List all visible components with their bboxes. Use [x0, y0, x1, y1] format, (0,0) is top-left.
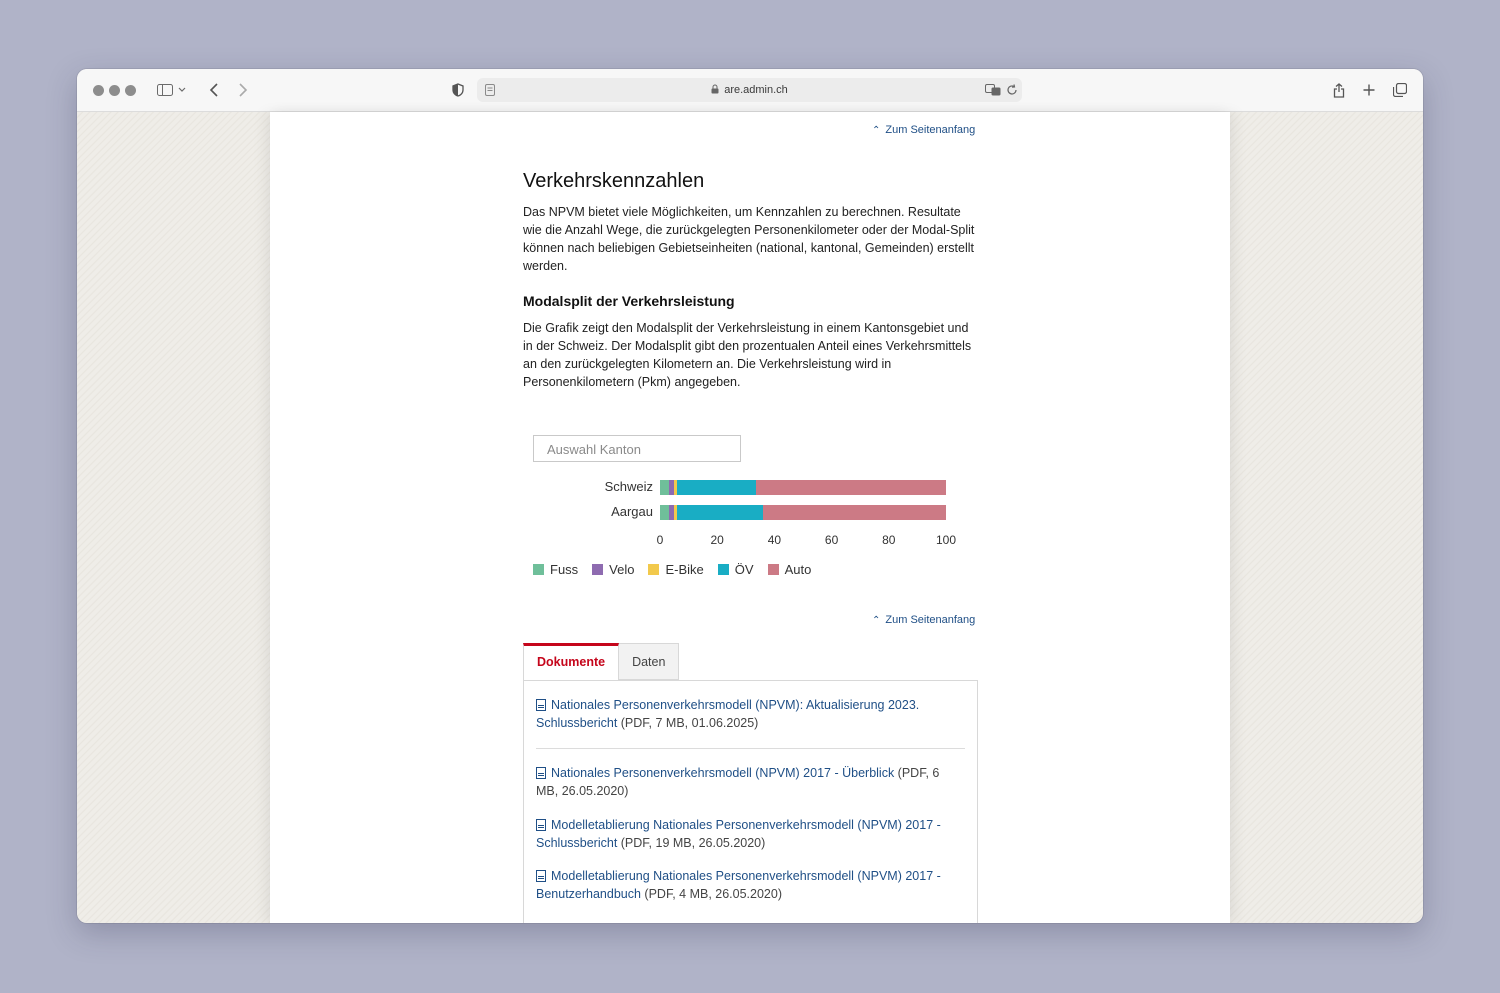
browser-toolbar	[77, 69, 1423, 112]
pdf-icon	[536, 699, 546, 711]
page-title: Verkehrskennzahlen	[523, 170, 705, 192]
category-label: Schweiz	[604, 479, 653, 494]
document-meta: (PDF, 19 MB, 26.05.2020)	[617, 836, 766, 850]
legend-swatch	[718, 564, 729, 575]
documents-panel	[523, 680, 978, 923]
back-to-top-label: Zum Seitenanfang	[885, 614, 976, 626]
legend-item-auto[interactable]	[768, 562, 812, 577]
chart-legend	[533, 562, 811, 577]
back-to-top-link-2[interactable]	[872, 614, 975, 626]
browser-window	[77, 69, 1423, 923]
shield-icon[interactable]	[447, 79, 469, 101]
share-icon[interactable]	[1328, 79, 1350, 101]
page-background	[77, 112, 1423, 923]
intro-text: Das NPVM bietet viele Möglichkeiten, um Kennzahlen zu berechnen. Resultate wie die Anzahl Wege, die zurückgelegten Personenkilometer oder der Modal-Split können nach beliebigen Gebietseinheiten (national, kantonal, Gemeinden) erstellt werden.	[523, 205, 975, 273]
tab-overview-icon[interactable]	[1389, 79, 1411, 101]
canton-select[interactable]: Auswahl Kanton	[533, 435, 741, 462]
bar-segment-öv[interactable]	[677, 505, 763, 520]
pdf-icon	[536, 767, 546, 779]
x-tick-label: 80	[882, 533, 896, 547]
bar-segment-fuss[interactable]	[660, 480, 669, 495]
page-column	[270, 112, 1230, 923]
document-link[interactable]: Nationales Personenverkehrsmodell (NPVM) 2017 - Überblick	[551, 766, 895, 780]
x-tick-label: 100	[935, 533, 957, 547]
legend-swatch	[533, 564, 544, 575]
x-tick-label: 40	[767, 533, 782, 547]
legend-item-fuss[interactable]	[533, 562, 578, 577]
x-tick-label: 0	[656, 533, 664, 547]
document-item	[536, 764, 956, 800]
close-window-button[interactable]	[93, 85, 104, 96]
new-tab-icon[interactable]	[1358, 79, 1380, 101]
document-link[interactable]: Nationales Personenverkehrsmodell (NPVM): Aktualisierung 2023. Schlussbericht	[536, 698, 920, 730]
legend-label: Fuss	[550, 562, 579, 577]
document-tabs	[523, 643, 679, 681]
page-icon[interactable]	[479, 79, 501, 101]
tab-dokumente[interactable]: Dokumente	[523, 643, 619, 680]
legend-swatch	[648, 564, 659, 575]
address-bar[interactable]	[477, 78, 1022, 102]
tab-daten[interactable]: Daten	[619, 643, 679, 680]
bar-segment-öv[interactable]	[677, 480, 756, 495]
back-icon[interactable]	[203, 79, 225, 101]
legend-label: Auto	[784, 562, 812, 577]
bar-segment-auto[interactable]	[756, 480, 946, 495]
document-item	[536, 816, 966, 852]
legend-label: Velo	[609, 562, 635, 577]
x-tick-label: 20	[710, 533, 724, 547]
url-text: are.admin.ch	[724, 84, 788, 96]
bar-segment-auto[interactable]	[763, 505, 946, 520]
legend-label: E-Bike	[665, 562, 704, 577]
document-link[interactable]: Modelletablierung Nationales Personenverkehrsmodell (NPVM) 2017 - Schlussbericht	[536, 818, 941, 850]
forward-icon[interactable]	[232, 79, 254, 101]
category-label: Aargau	[611, 504, 653, 519]
legend-item-e-bike[interactable]	[648, 562, 703, 577]
legend-label: ÖV	[734, 562, 754, 577]
pdf-icon	[536, 819, 546, 831]
document-meta: (PDF, 4 MB, 26.05.2020)	[640, 887, 782, 901]
x-tick-label: 60	[824, 533, 839, 547]
section-subtitle: Modalsplit der Verkehrsleistung	[523, 293, 735, 309]
section-description: Die Grafik zeigt den Modalsplit der Verkehrsleistung in einem Kantonsgebiet und in der Schweiz. Der Modalsplit gibt den prozentualen Anteil eines Verkehrsmittels an den zurückgelegten Kilometern an. Die Verkehrsleistung wird in Personenkilometern (Pkm) angegeben.	[523, 321, 972, 389]
document-item	[536, 696, 956, 732]
legend-swatch	[768, 564, 779, 575]
bar-segment-fuss[interactable]	[660, 505, 669, 520]
sidebar-icon[interactable]	[154, 79, 176, 101]
minimize-window-button[interactable]	[109, 85, 120, 96]
document-item	[536, 867, 966, 903]
reload-icon[interactable]	[1001, 79, 1023, 101]
document-link[interactable]: Modelletablierung Nationales Personenverkehrsmodell (NPVM) 2017 - Benutzerhandbuch	[536, 869, 941, 901]
back-to-top-label: Zum Seitenanfang	[885, 124, 976, 136]
legend-item-öv[interactable]	[718, 562, 754, 577]
zoom-window-button[interactable]	[125, 85, 136, 96]
document-meta: (PDF, 6 MB, 26.05.2020)	[536, 766, 940, 798]
legend-item-velo[interactable]	[592, 562, 634, 577]
divider	[536, 748, 965, 749]
back-to-top-link[interactable]	[872, 124, 975, 136]
document-meta: (PDF, 7 MB, 01.06.2025)	[617, 716, 759, 730]
chevron-up-icon: ⌃	[872, 615, 881, 626]
pdf-icon	[536, 870, 546, 882]
chevron-up-icon: ⌃	[872, 125, 881, 136]
lock-icon	[711, 84, 719, 97]
legend-swatch	[592, 564, 603, 575]
chevron-down-icon[interactable]	[176, 79, 188, 101]
